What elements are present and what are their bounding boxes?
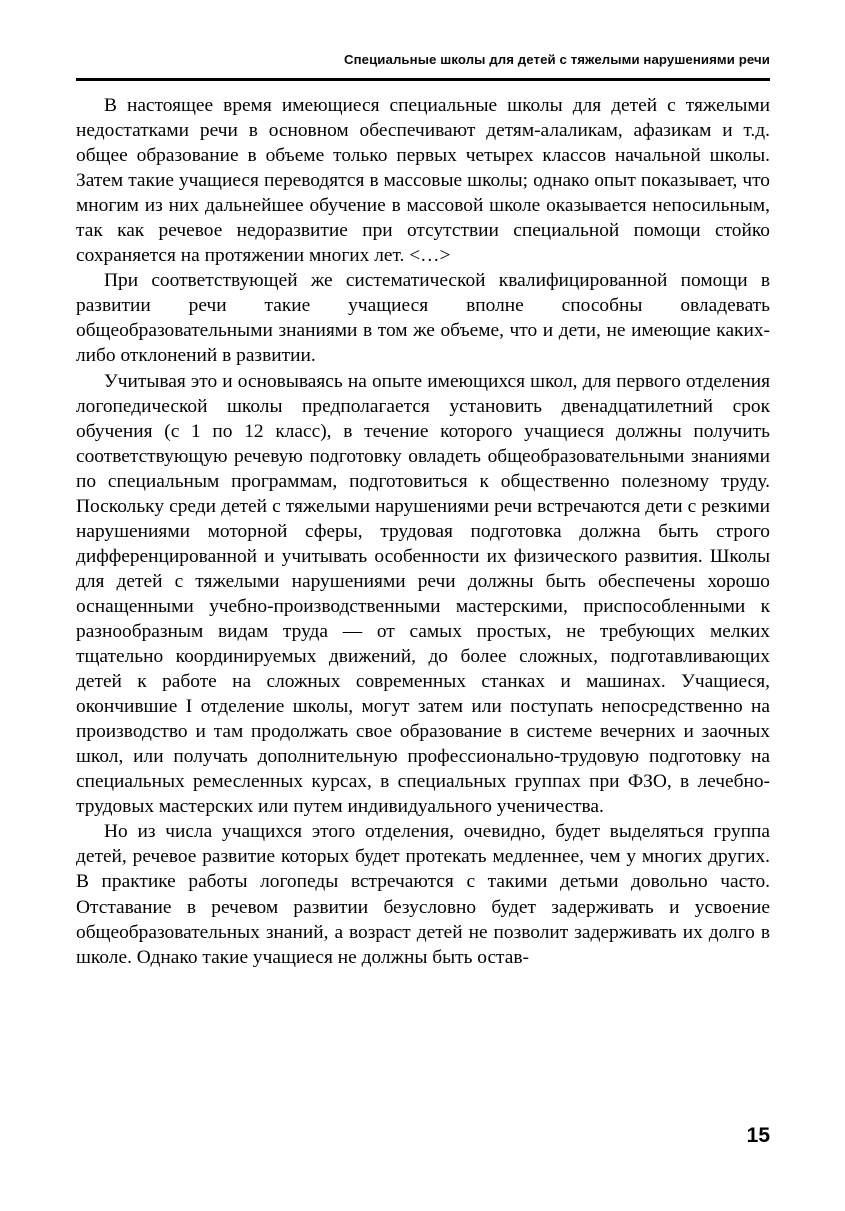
page-number: 15 [746, 1124, 770, 1147]
paragraph: В настоящее время имеющиеся специальные школы для детей с тяжелыми недостатками речи в основном обеспечивают детям-алаликам, афазикам и т.д. общее образование в объеме только первых четырех классов начальной школы. Затем такие учащиеся переводятся в массовые школы; однако опыт показывает, что многим из них дальнейшее обучение в массовой школе оказывается непосильным, так как речевое недоразвитие при отсутствии специальной помощи стойко сохраняется на протяжении многих лет. <…> [76, 95, 770, 267]
running-head: Специальные школы для детей с тяжелыми нарушениями речи [343, 52, 770, 67]
paragraph: При соответствующей же систематической квалифицированной помощи в развитии речи такие учащиеся вполне способны овладевать общеобразовательными знаниями в том же объеме, что и дети, не имеющие каких-либо отклонений в развитии. [76, 270, 770, 367]
paragraph: Но из числа учащихся этого отделения, очевидно, будет выделяться группа детей, речевое развитие которых будет протекать медленнее, чем у многих других. В практике работы логопеды встречаются с такими детьми довольно часто. Отставание в речевом развитии безусловно будет задерживать и усвоение общеобразовательных знаний, а возраст детей не позволит задерживать их долго в школе. Однако такие учащиеся не должны быть остав- [76, 821, 770, 968]
body-text-column [76, 93, 770, 970]
paragraph: Учитывая это и основываясь на опыте имеющихся школ, для первого отделения логопедической школы предполагается установить двенадцатилетний срок обучения (с 1 по 12 класс), в течение которого учащиеся должны получить соответствующую речевую подготовку овладеть общеобразовательными знаниями по специальным программам, подготовиться к общественно полезному труду. Поскольку среди детей с тяжелыми нарушениями речи встречаются дети с резкими нарушениями моторной сферы, трудовая подготовка должна быть строго дифференцированной и учитывать особенности их физического развития. Школы для детей с тяжелыми нарушениями речи должны быть обеспечены хорошо оснащенными учебно-производственными мастерскими, приспособленными к разнообразным видам труда — от самых простых, не требующих мелких тщательно координируемых движений, до более сложных, подготавливающих детей к работе на сложных современных станках и машинах. Учащиеся, окончившие I отделение школы, могут затем или поступать непосредственно на производство и там продолжать свое образование в системе вечерних и заочных школ, или получать дополнительную профессионально-трудовую подготовку на специальных ремесленных курсах, в специальных группах при ФЗО, в лечебно-трудовых мастерских или путем индивидуального ученичества. [76, 370, 770, 818]
header-rule [76, 78, 770, 81]
